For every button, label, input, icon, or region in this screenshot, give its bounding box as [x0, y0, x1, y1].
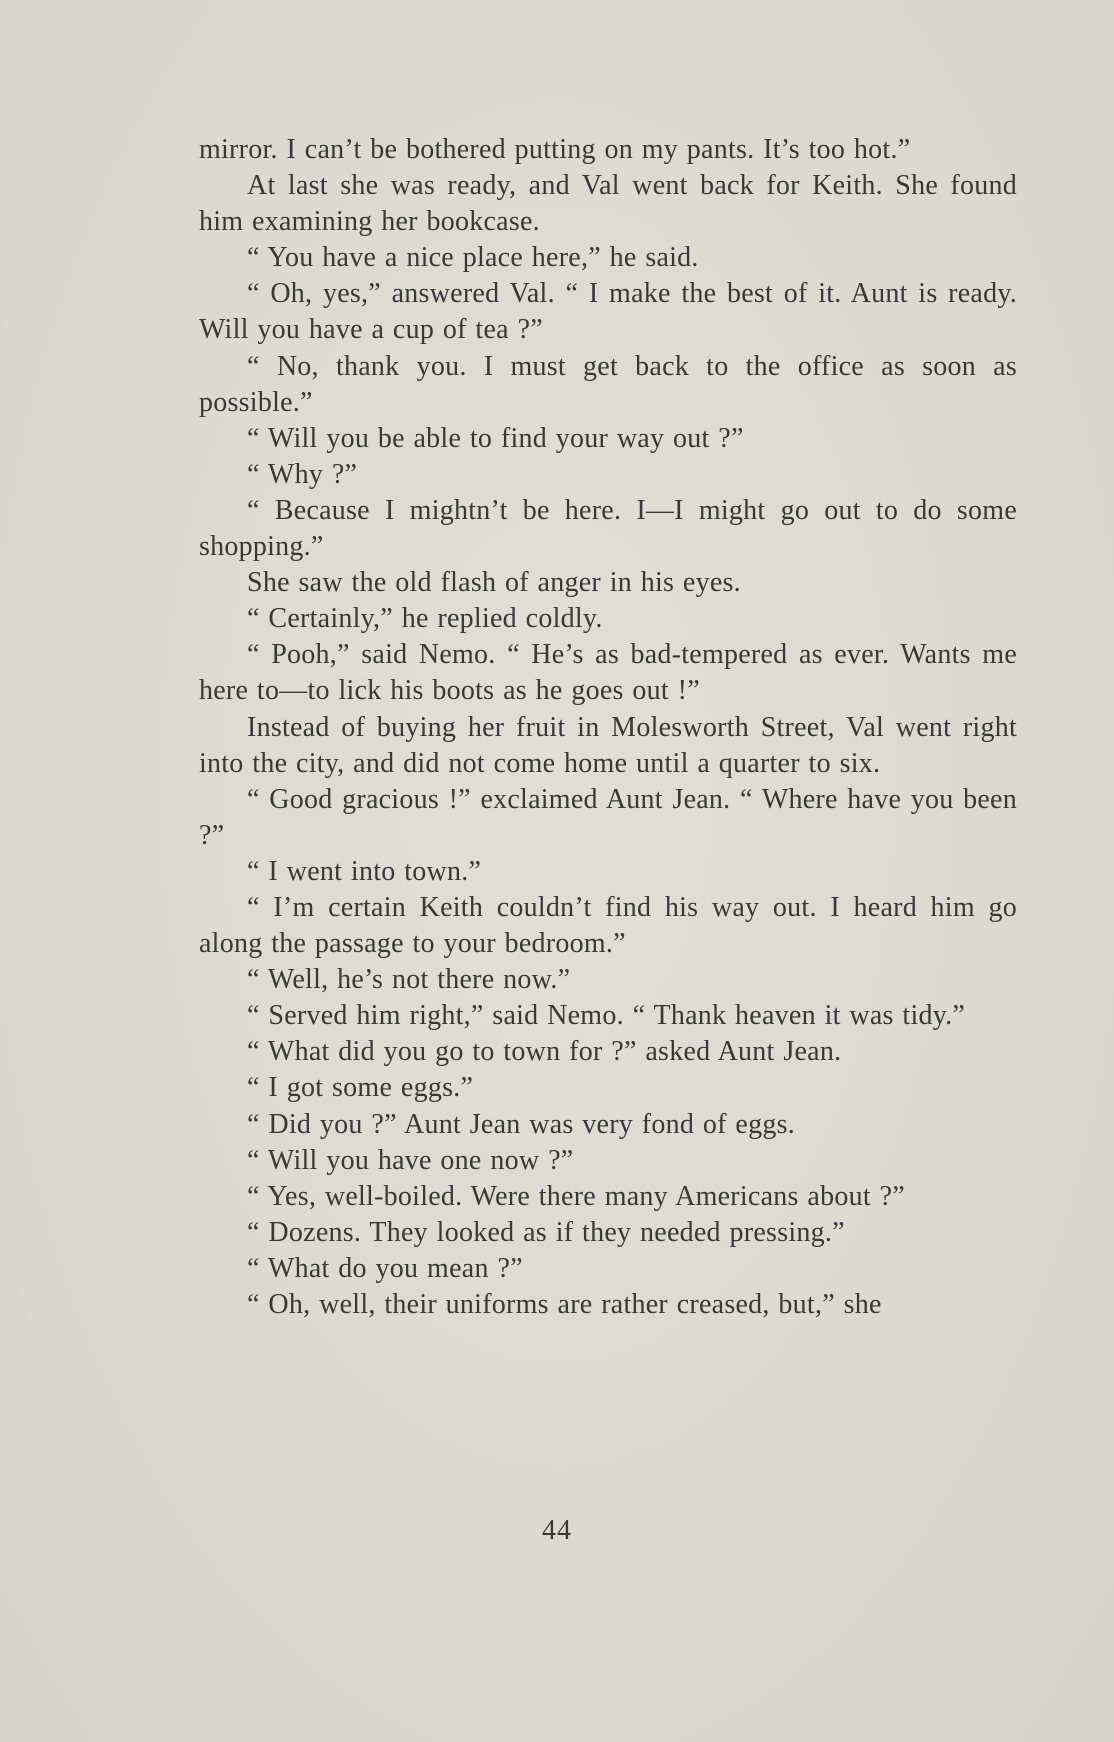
- paragraph: “ I got some eggs.”: [247, 1072, 474, 1104]
- paragraph: “ Did you ?” Aunt Jean was very fond of eggs.: [247, 1108, 796, 1140]
- paragraph: “ What do you mean ?”: [247, 1252, 523, 1284]
- paragraph: “ Well, he’s not there now.”: [247, 964, 571, 996]
- paragraph: “ I went into town.”: [247, 855, 482, 887]
- paragraph: “ You have a nice place here,” he said.: [247, 242, 699, 274]
- paragraph: “ Oh, yes,” answered Val. “ I make the best of it. Aunt is ready. Will you have a cup of tea ?”: [199, 278, 1017, 346]
- paragraph: “ Certainly,” he replied coldly.: [247, 603, 603, 635]
- paragraph: “ Will you be able to find your way out ?”: [247, 422, 744, 454]
- body-text: [199, 132, 1017, 1323]
- paragraph: “ Dozens. They looked as if they needed pressing.”: [247, 1216, 845, 1248]
- paragraph: At last she was ready, and Val went back for Keith. She found him examining her bookcase.: [199, 170, 1017, 238]
- paragraph: “ Why ?”: [247, 458, 358, 490]
- paragraph: “ Served him right,” said Nemo. “ Thank heaven it was tidy.”: [247, 1000, 966, 1032]
- paragraph: She saw the old flash of anger in his eyes.: [247, 567, 741, 599]
- paragraph: “ I’m certain Keith couldn’t find his way out. I heard him go along the passage to your bedroom.”: [199, 891, 1017, 960]
- paragraph: mirror. I can’t be bothered putting on my pants. It’s too hot.”: [199, 134, 911, 165]
- paragraph: “ Oh, well, their uniforms are rather creased, but,” she: [247, 1289, 882, 1320]
- paragraph: “ Because I mightn’t be here. I—I might go out to do some shopping.”: [199, 494, 1017, 563]
- paragraph: Instead of buying her fruit in Molesworth Street, Val went right into the city, and did not come home until a quarter to six.: [199, 711, 1017, 779]
- paragraph: “ Yes, well-boiled. Were there many Americans about ?”: [247, 1180, 905, 1212]
- paragraph: “ No, thank you. I must get back to the office as soon as possible.”: [199, 350, 1017, 418]
- paragraph: “ Pooh,” said Nemo. “ He’s as bad-tempered as ever. Wants me here to—to lick his boots as he goes out !”: [199, 639, 1017, 707]
- paragraph: “ Will you have one now ?”: [247, 1144, 574, 1176]
- paragraph: “ Good gracious !” exclaimed Aunt Jean. “ Where have you been ?”: [199, 783, 1017, 851]
- paragraph: “ What did you go to town for ?” asked Aunt Jean.: [247, 1036, 842, 1068]
- page-number: 44: [542, 1515, 572, 1546]
